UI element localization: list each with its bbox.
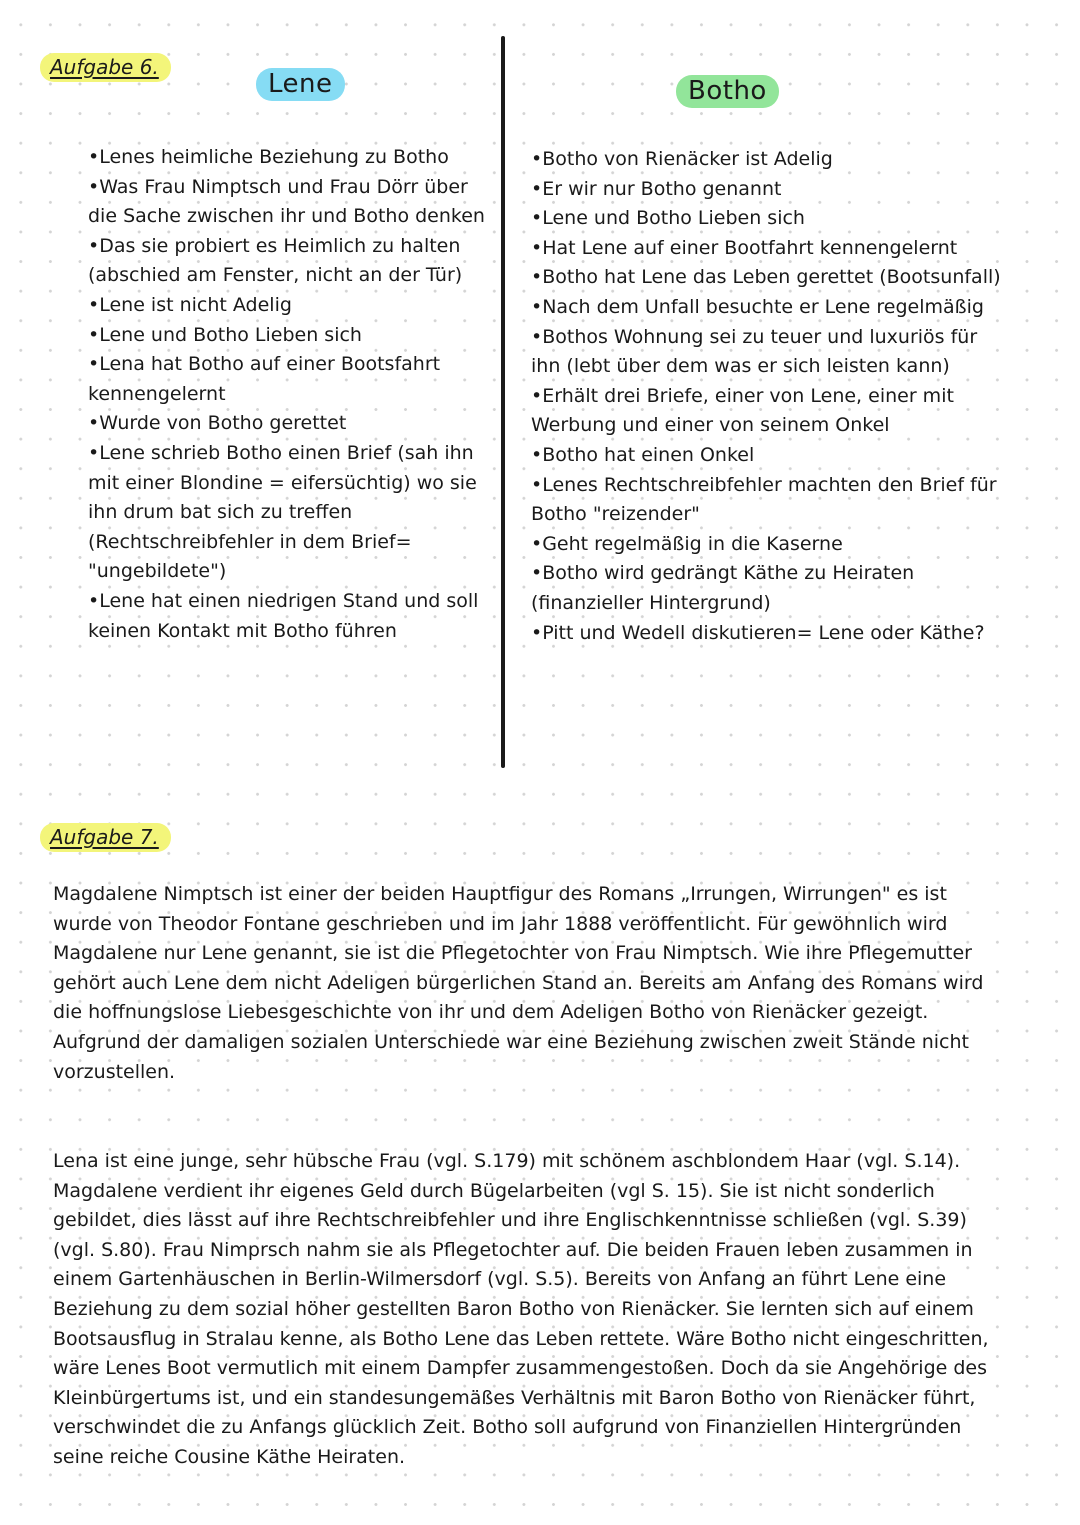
task-6-label: Aufgabe 6.: [40, 53, 171, 82]
bullet-point: •Er wir nur Botho genannt: [531, 177, 782, 200]
bullet-point: •Botho von Rienäcker ist Adelig: [531, 148, 833, 170]
bullet-point: •Botho wird gedrängt Käthe zu Heiraten (finanzieller Hintergrund): [531, 562, 915, 614]
bullet-point: •Pitt und Wedell diskutieren= Lene oder Käthe?: [531, 621, 985, 644]
bullet-point: •Botho hat einen Onkel: [531, 443, 755, 466]
bullet-point: •Lena hat Botho auf einer Bootsfahrt kennengelernt: [88, 353, 441, 405]
bullet-point: •Geht regelmäßig in die Kaserne: [531, 532, 843, 555]
essay-paragraph-2: Lena ist eine junge, sehr hübsche Frau (vgl. S.179) mit schönem aschblondem Haar (vgl. S.14). Magdalene verdient ihr eigenes Geld durch Bügelarbeiten (vgl S. 15). Sie ist nicht sonderlich gebildet, dies lässt auf ihre Rechtschreibfehler und ihre Englischkenntnisse schließen (vgl. S.39) (vgl. S.80). Frau Nimprsch nahm sie als Pflegetochter auf. Die beiden Frauen leben zusammen in einem Gartenhäuschen in Berlin-Wilmersdorf (vgl. S.5). Bereits von Anfang an führt Lene eine Beziehung zu dem sozial höher gestellten Baron Botho von Rienäcker. Sie lernten sich auf einem Bootsausflug in Stralau kenne, als Botho Lene das Leben rettete. Wäre Botho nicht eingeschritten, wäre Lenes Boot vermutlich mit einem Dampfer zusammengestoßen. Doch da sie Angehörige des Kleinbürgertums ist, und ein standesungemäßes Verhältnis mit Baron Botho von Rienäcker führt, verschwindet die zu Anfangs glücklich Zeit. Botho soll aufgrund von Finanziellen Hintergründen seine reiche Cousine Käthe Heiraten.: [53, 1150, 989, 1468]
bullet-point: •Lene und Botho Lieben sich: [531, 207, 805, 230]
bullet-point: •Was Frau Nimptsch und Frau Dörr über die Sache zwischen ihr und Botho denken: [88, 175, 485, 228]
column-divider: [501, 36, 505, 768]
bullet-point: •Erhält drei Briefe, einer von Lene, einer mit Werbung und einer von seinem Onkel: [531, 384, 954, 437]
bullet-point: •Das sie probiert es Heimlich zu halten (abschied am Fenster, nicht an der Tür): [88, 234, 463, 287]
bullet-point: •Lene schrieb Botho einen Brief (sah ihn mit einer Blondine = eifersüchtig) wo sie ihn drum bat sich zu treffen (Rechtschreibfehler in dem Brief= "ungebildete"): [88, 441, 477, 583]
bullet-point: •Lene ist nicht Adelig: [88, 293, 292, 316]
task-7-label: Aufgabe 7.: [40, 823, 171, 852]
bullet-point: •Wurde von Botho gerettet: [88, 412, 347, 435]
bullet-point: •Lene und Botho Lieben sich: [88, 323, 362, 346]
botho-points-list: [531, 145, 1001, 648]
botho-column-header: Botho: [676, 75, 779, 108]
bullet-point: •Lenes Rechtschreibfehler machten den Brief für Botho "reizender": [531, 473, 997, 526]
lene-points-list: [88, 143, 486, 646]
lene-column-header: Lene: [256, 68, 345, 101]
essay-paragraph-1: Magdalene Nimptsch ist einer der beiden Hauptfigur des Romans „Irrungen, Wirrungen" es ist wurde von Theodor Fontane geschrieben und im Jahr 1888 veröffentlicht. Für gewöhnlich wird Magdalene nur Lene genannt, sie ist die Pflegetochter von Frau Nimptsch. Wie ihre Pflegemutter gehört auch Lene dem nicht Adeligen bürgerlichen Stand an. Bereits am Anfang des Romans wird die hoffnungslose Liebesgeschichte von ihr und dem Adeligen Botho von Rienäcker gezeigt. Aufgrund der damaligen sozialen Unterschiede war eine Beziehung zwischen zweit Stände nicht vorzustellen.: [53, 883, 984, 1083]
bullet-point: •Botho hat Lene das Leben gerettet (Bootsunfall): [531, 266, 1001, 289]
bullet-point: •Lenes heimliche Beziehung zu Botho: [88, 146, 449, 168]
bullet-point: •Nach dem Unfall besuchte er Lene regelmäßig: [531, 295, 984, 318]
bullet-point: •Hat Lene auf einer Bootfahrt kennengelernt: [531, 236, 958, 259]
bullet-point: •Lene hat einen niedrigen Stand und soll keinen Kontakt mit Botho führen: [88, 589, 479, 642]
bullet-point: •Bothos Wohnung sei zu teuer und luxuriös für ihn (lebt über dem was er sich leisten kann): [531, 325, 978, 378]
